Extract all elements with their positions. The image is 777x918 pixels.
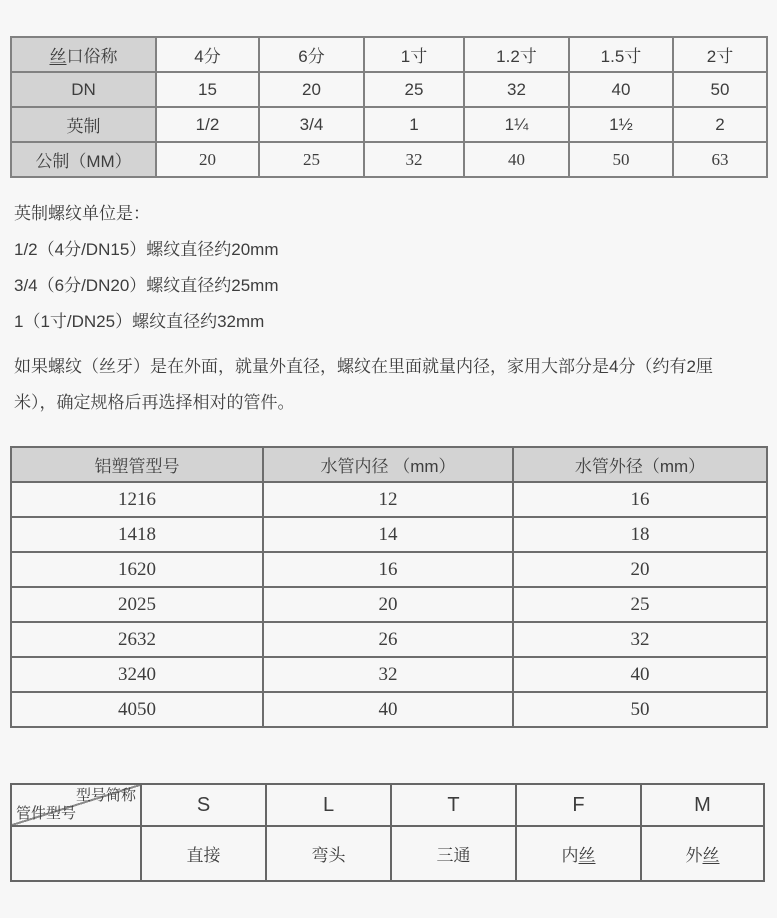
thread-cell: 4分 <box>156 37 259 72</box>
name-cell <box>141 826 266 881</box>
pipe-row <box>11 692 767 727</box>
thread-cell: 3/4 <box>259 107 364 142</box>
pipe-cell: 4050 <box>11 692 263 727</box>
name-text: 弯头 <box>311 846 346 865</box>
thread-cell: 20 <box>156 142 259 177</box>
thread-cell: 32 <box>464 72 569 107</box>
corner-label-bottom: 管件型号 <box>16 805 77 822</box>
pipe-row <box>11 482 767 517</box>
thread-cell: 6分 <box>259 37 364 72</box>
name-cell <box>516 826 641 881</box>
code-cell: S <box>141 784 266 826</box>
pipe-cell: 40 <box>263 692 513 727</box>
fitting-code-row <box>11 784 764 826</box>
name-text: 内 <box>561 846 579 865</box>
name-cell <box>391 826 516 881</box>
diagonal-header-cell <box>11 784 141 826</box>
code-cell: L <box>266 784 391 826</box>
pipe-size-table <box>10 446 768 728</box>
thread-cell: 20 <box>259 72 364 107</box>
row-header-label: 英制 <box>66 117 101 136</box>
pipe-cell: 50 <box>513 692 767 727</box>
pipe-cell: 32 <box>513 622 767 657</box>
corner-label-top: 型号简称 <box>75 787 136 804</box>
thread-cell: 50 <box>673 72 767 107</box>
thread-cell: 1½ <box>569 107 673 142</box>
column-header-cell: 铝塑管型号 <box>11 447 263 482</box>
pipe-cell: 1216 <box>11 482 263 517</box>
pipe-cell: 20 <box>263 587 513 622</box>
thread-cell: 25 <box>259 142 364 177</box>
pipe-cell: 18 <box>513 517 767 552</box>
pipe-cell: 14 <box>263 517 513 552</box>
empty-cell <box>11 826 141 881</box>
pipe-cell: 2632 <box>11 622 263 657</box>
pipe-cell: 25 <box>513 587 767 622</box>
thread-cell: 1.5寸 <box>569 37 673 72</box>
name-text: 三通 <box>436 846 471 865</box>
pipe-header-row <box>11 447 767 482</box>
fitting-code-table <box>10 783 765 882</box>
thread-cell: 1¼ <box>464 107 569 142</box>
row-header-cell <box>11 142 156 177</box>
pipe-cell: 2025 <box>11 587 263 622</box>
pipe-row <box>11 657 767 692</box>
thread-cell: 15 <box>156 72 259 107</box>
page <box>0 36 777 882</box>
note-paragraph: 如果螺纹（丝牙）是在外面，就量外直径，螺纹在里面就量内径，家用大部分是4分（约有2厘米），确定规格后再选择相对的管件。 <box>14 357 713 412</box>
column-header-cell: 水管外径（mm） <box>513 447 767 482</box>
thread-row-imperial <box>11 107 767 142</box>
thread-cell: 1.2寸 <box>464 37 569 72</box>
thread-cell: 2 <box>673 107 767 142</box>
pipe-cell: 16 <box>263 552 513 587</box>
row-header-label: 口俗称 <box>66 47 118 66</box>
code-cell: T <box>391 784 516 826</box>
pipe-cell: 1620 <box>11 552 263 587</box>
pipe-row <box>11 622 767 657</box>
pipe-cell: 3240 <box>11 657 263 692</box>
pipe-cell: 1418 <box>11 517 263 552</box>
name-cell <box>641 826 764 881</box>
thread-cell: 63 <box>673 142 767 177</box>
thread-size-table <box>10 36 768 178</box>
note-line: 1（1寸/DN25）螺纹直径约32mm <box>14 312 265 331</box>
thread-cell: 40 <box>464 142 569 177</box>
pipe-cell: 26 <box>263 622 513 657</box>
thread-cell: 32 <box>364 142 464 177</box>
pipe-row <box>11 517 767 552</box>
thread-cell: 1寸 <box>364 37 464 72</box>
pipe-row <box>11 552 767 587</box>
thread-row-common-name <box>11 37 767 72</box>
pipe-cell: 12 <box>263 482 513 517</box>
row-header-label: 公制（MM） <box>35 152 132 171</box>
note-line: 1/2（4分/DN15）螺纹直径约20mm <box>14 240 279 259</box>
pipe-cell: 16 <box>513 482 767 517</box>
notes-section <box>14 205 763 421</box>
thread-cell: 50 <box>569 142 673 177</box>
underlined-char: 丝 <box>578 846 596 865</box>
thread-row-metric <box>11 142 767 177</box>
row-header-cell <box>11 107 156 142</box>
underlined-char: 丝 <box>49 47 67 66</box>
name-cell <box>266 826 391 881</box>
fitting-name-row <box>11 826 764 881</box>
name-text: 外 <box>685 846 703 865</box>
thread-row-dn <box>11 72 767 107</box>
code-cell: F <box>516 784 641 826</box>
pipe-cell: 20 <box>513 552 767 587</box>
name-text: 直接 <box>186 846 221 865</box>
pipe-row <box>11 587 767 622</box>
row-header-cell <box>11 72 156 107</box>
thread-cell: 1 <box>364 107 464 142</box>
pipe-cell: 40 <box>513 657 767 692</box>
column-header-cell: 水管内径 （mm） <box>263 447 513 482</box>
code-cell: M <box>641 784 764 826</box>
row-header-label: DN <box>71 79 96 99</box>
thread-cell: 40 <box>569 72 673 107</box>
thread-cell: 2寸 <box>673 37 767 72</box>
row-header-cell <box>11 37 156 72</box>
note-line: 英制螺纹单位是： <box>14 204 150 223</box>
underlined-char: 丝 <box>702 846 720 865</box>
thread-cell: 25 <box>364 72 464 107</box>
pipe-cell: 32 <box>263 657 513 692</box>
note-line: 3/4（6分/DN20）螺纹直径约25mm <box>14 276 279 295</box>
thread-cell: 1/2 <box>156 107 259 142</box>
